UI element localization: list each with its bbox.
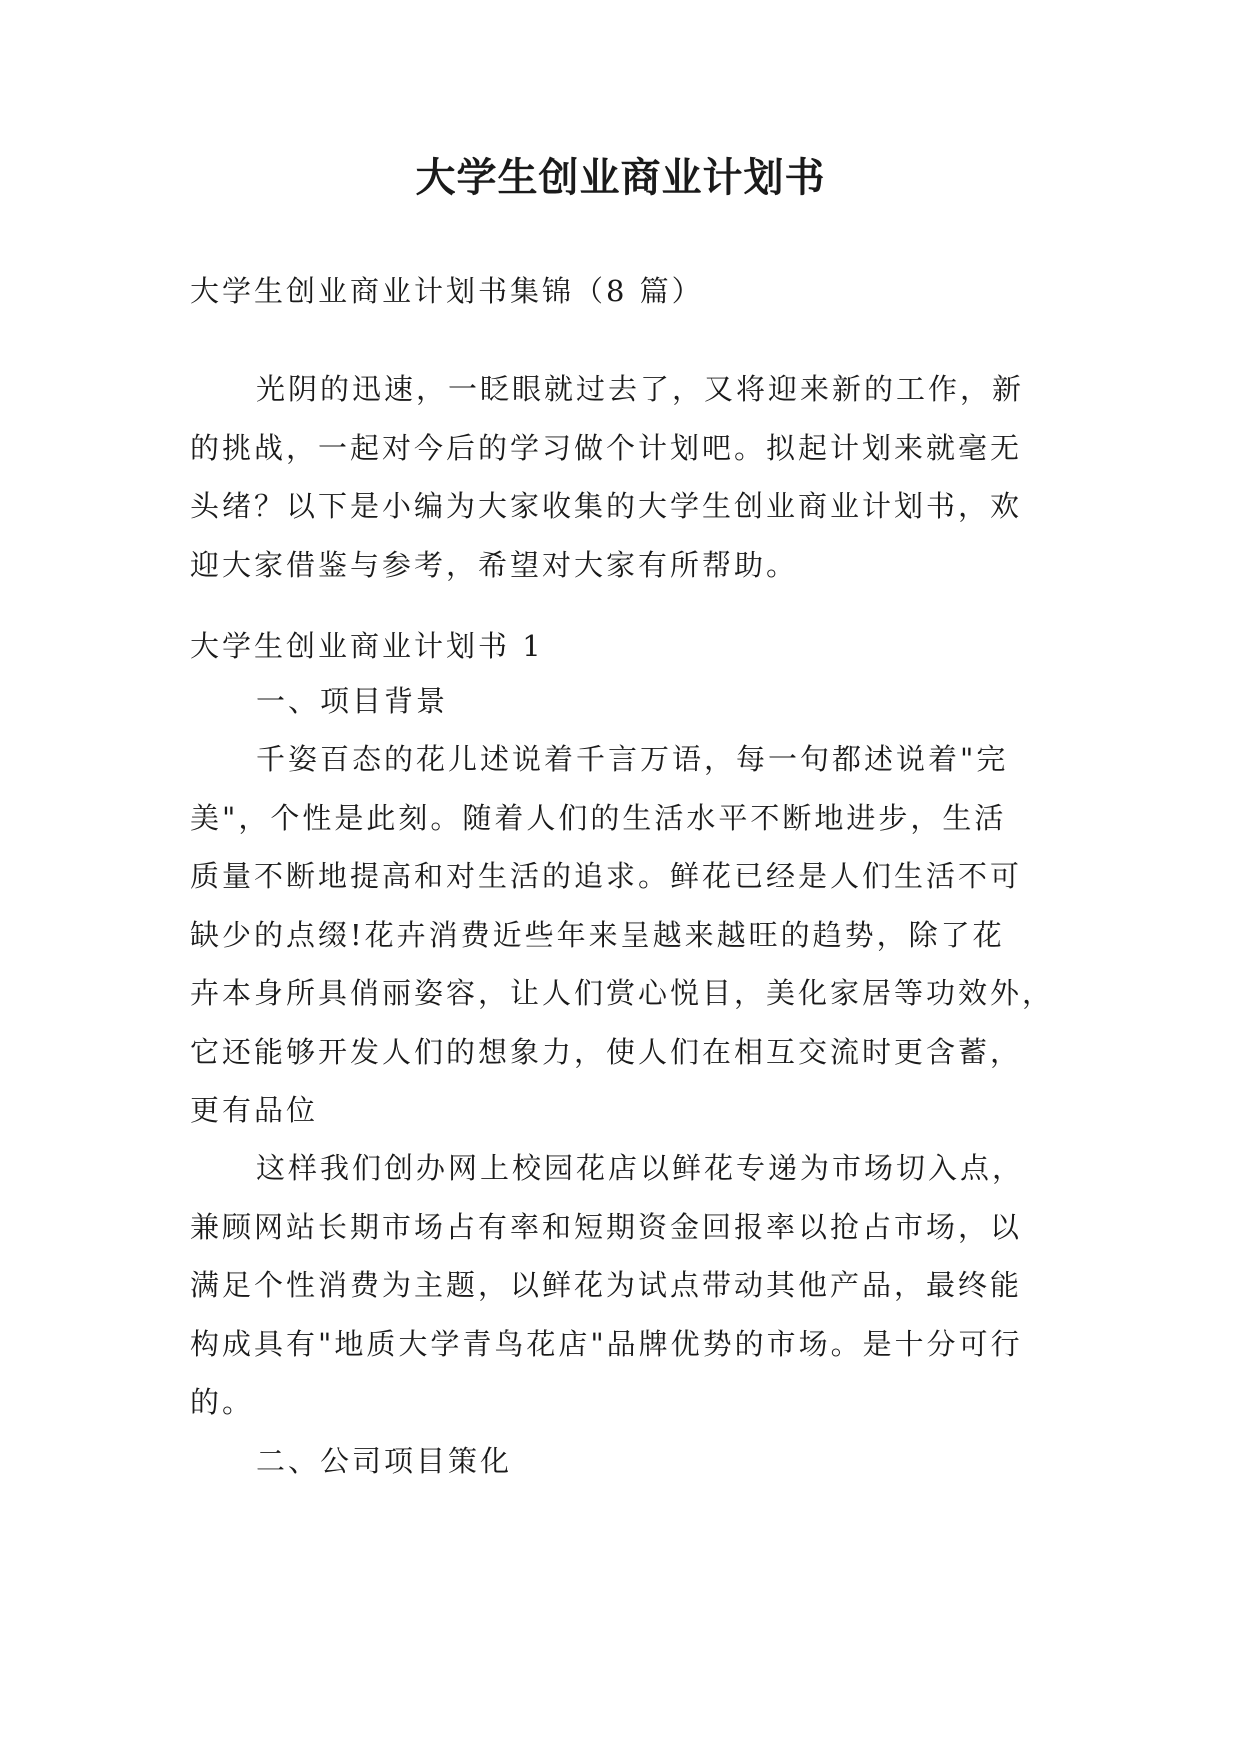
paragraph-line: 光阴的迅速，一眨眼就过去了，又将迎来新的工作，新	[256, 372, 1025, 406]
paragraph-line: 千姿百态的花儿述说着千言万语，每一句都述说着"完	[256, 742, 1009, 776]
paragraph-line: 的挑战，一起对今后的学习做个计划吧。拟起计划来就毫无	[190, 430, 1023, 465]
paragraph-line: 卉本身所具俏丽姿容，让人们赏心悦目，美化家居等功效外，	[190, 976, 1055, 1010]
paragraph-line: 头绪？以下是小编为大家收集的大学生创业商业计划书，欢	[190, 489, 1023, 523]
paragraph-line: 这样我们创办网上校园花店以鲜花专递为市场切入点，	[256, 1151, 1025, 1185]
paragraph-line: 缺少的点缀!花卉消费近些年来呈越来越旺的趋势，除了花	[190, 917, 1005, 952]
heading-line: 一、项目背景	[256, 684, 449, 718]
heading-line: 二、公司项目策化	[256, 1444, 513, 1478]
subtitle-line: 大学生创业商业计划书集锦（8 篇）	[190, 274, 704, 308]
section-title	[190, 617, 1052, 676]
paragraph-line: 兼顾网站长期市场占有率和短期资金回报率以抢占市场，以	[190, 1209, 1023, 1244]
paragraph-line: 更有品位	[190, 1093, 319, 1127]
paragraph-line: 美"，个性是此刻。随着人们的生活水平不断地进步，生活	[190, 800, 1007, 835]
paragraph-background	[190, 730, 1055, 1140]
paragraph-line: 迎大家借鉴与参考，希望对大家有所帮助。	[190, 547, 799, 582]
paragraph-line: 构成具有"地质大学青鸟花店"品牌优势的市场。是十分可行	[190, 1326, 1023, 1361]
heading-project-background	[190, 672, 1052, 731]
section-title-line: 大学生创业商业计划书 1	[190, 629, 544, 663]
paragraph-line: 的。	[190, 1385, 255, 1419]
page-title: 大学生创业商业计划书	[415, 155, 826, 201]
paragraph-online-store	[190, 1139, 1052, 1432]
paragraph-line: 它还能够开发人们的想象力，使人们在相互交流时更含蓄，	[190, 1034, 1023, 1069]
intro-paragraph	[190, 360, 1052, 594]
document-subtitle	[190, 262, 1052, 321]
paragraph-line: 满足个性消费为主题，以鲜花为试点带动其他产品，最终能	[190, 1268, 1023, 1302]
paragraph-line: 质量不断地提高和对生活的追求。鲜花已经是人们生活不可	[190, 859, 1023, 893]
heading-project-planning	[190, 1432, 1052, 1491]
